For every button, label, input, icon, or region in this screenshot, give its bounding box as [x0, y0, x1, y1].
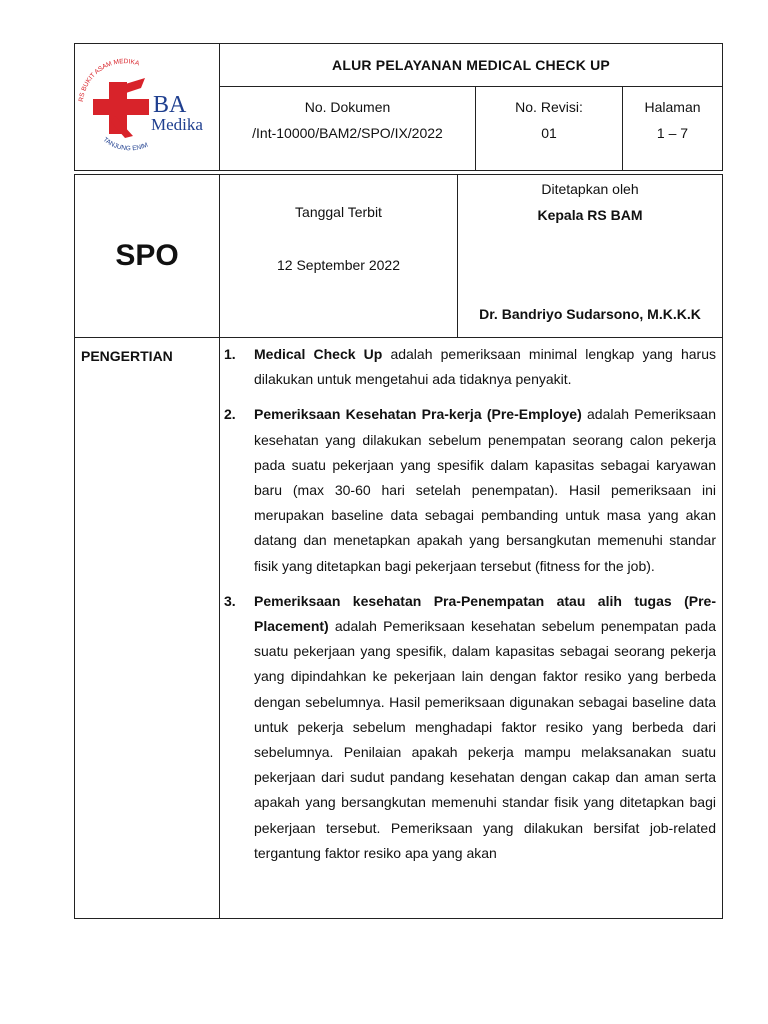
list-item: [224, 342, 716, 392]
list-item-text: [254, 589, 716, 866]
header-table-bottom-border: [74, 170, 723, 171]
cross-horizontal: [93, 99, 149, 115]
list-item: [224, 402, 716, 578]
cross-swoosh: [119, 78, 145, 94]
doc-number-label: No. Dokumen: [304, 99, 391, 115]
logo-arc-text-top: RS BUKIT ASAM MEDIKA: [77, 58, 141, 103]
definitions-list: [224, 342, 716, 876]
list-item-body: adalah pemeriksaan minimal lengkap yang harus dilakukan untuk mengetahui ada tidaknya penyakit.: [254, 346, 716, 388]
logo-arc-text-bottom: TANJUNG ENIM: [101, 136, 150, 153]
hospital-logo-icon: [75, 44, 219, 170]
document-title: ALUR PELAYANAN MEDICAL CHECK UP: [332, 57, 610, 73]
list-item-text: [254, 402, 716, 578]
spo-label: SPO: [115, 239, 179, 272]
list-item-text: [254, 342, 716, 392]
section-label-definitions: PENGERTIAN: [81, 348, 173, 364]
spo-row-divider: [74, 337, 723, 338]
list-item-body: adalah Pemeriksaan kesehatan sebelum penempatan pada suatu pekerjaan yang spesifik, dalam kapasitas sebagai seorang pekerja yang dipindahkan ke pekerjaan lain dengan faktor resiko yang berbeda dengan sebelumnya. Hasil pemeriksaan digunakan sebagai baseline data untuk pekerja sebelum menghadapi faktor resiko yang berbeda dari sebelumnya. Penilaian apakah pekerja mampu melaksanakan suatu pekerjaan dari sudut pandang kesehatan dengan cakap dan aman serta apakah yang bersangkutan memenuhi standar fisik yang ditetapkan bagi pekerjaan tersebut. Pemeriksaan yang dilakukan bersifat job-related tergantung faktor resiko apa yang akan: [254, 618, 716, 861]
issue-date-label: Tanggal Terbit: [295, 204, 382, 220]
list-item-number: 1.: [224, 346, 236, 362]
page-value: 1 – 7: [656, 125, 689, 141]
page-label: Halaman: [644, 99, 701, 115]
brand-medika: Medika: [151, 115, 203, 134]
spo-table-bottom-border: [74, 918, 723, 919]
revision-label: No. Revisi:: [515, 99, 583, 115]
issue-date-value: 12 September 2022: [277, 257, 400, 273]
list-item-body: adalah Pemeriksaan kesehatan yang dilakukan sebelum penempatan seorang calon pekerja pada suatu pekerjaan yang spesifik dalam kapasitas sebagai karyawan baru (max 30-60 hari setelah penempatan). Hasil pemeriksaan ini merupakan baseline data sebagai pembanding untuk masa yang akan datang dan menetapkan apakah yang bersangkutan memenuhi standar fisik yang ditetapkan bagi pekerjaan tersebut (fitness for the job).: [254, 406, 716, 574]
list-item-number: 2.: [224, 406, 236, 423]
list-item-term: Medical Check Up: [254, 346, 383, 362]
header-title-divider: [219, 86, 723, 87]
header-table-right-border: [722, 43, 723, 171]
spo-table-right-border: [722, 174, 723, 919]
signer-name: Dr. Bandriyo Sudarsono, M.K.K.K: [479, 306, 701, 322]
revision-value: 01: [541, 125, 557, 141]
list-item-number: 3.: [224, 592, 236, 609]
brand-ba: BA: [153, 92, 187, 118]
set-by-label: Ditetapkan oleh: [541, 181, 639, 197]
list-item-term: Pemeriksaan Kesehatan Pra-kerja (Pre-Employe): [254, 406, 582, 423]
list-item-term: Pemeriksaan kesehatan Pra-Penempatan atau alih tugas (Pre-Placement): [254, 592, 716, 635]
doc-number-value: /Int-10000/BAM2/SPO/IX/2022: [252, 125, 443, 141]
hospital-logo: [75, 44, 219, 170]
spo-label-divider: [219, 174, 220, 919]
set-by-title: Kepala RS BAM: [537, 207, 643, 223]
list-item: [224, 589, 716, 866]
